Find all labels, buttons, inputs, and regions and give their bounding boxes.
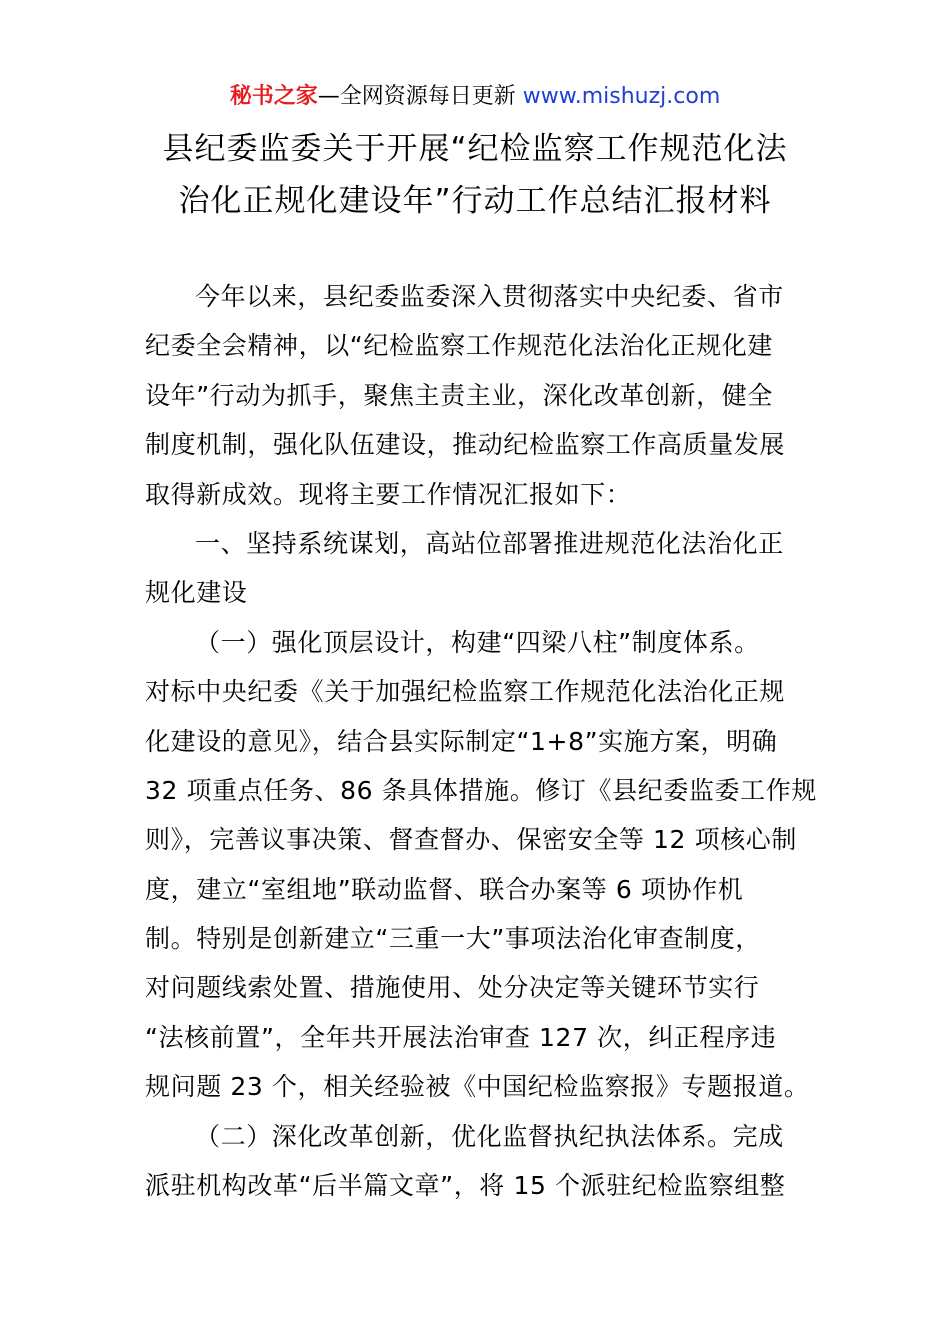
body-line: 对问题线索处置、措施使用、处分决定等关键环节实行 bbox=[145, 973, 760, 1003]
header-tagline: —全网资源每日更新 bbox=[317, 84, 523, 109]
body-line: 今年以来，县纪委监委深入贯彻落实中央纪委、省市 bbox=[195, 282, 784, 311]
body-line: 度，建立“室组地”联动监督、联合办案等 6 项协作机 bbox=[145, 874, 744, 904]
body-line: 则》，完善议事决策、督查督办、保密安全等 12 项核心制 bbox=[145, 825, 798, 855]
document-body bbox=[145, 277, 825, 1215]
body-line: 化建设的意见》，结合县实际制定“1+8”实施方案，明确 bbox=[145, 726, 778, 756]
body-line: 取得新成效。现将主要工作情况汇报如下： bbox=[145, 479, 632, 509]
document-title-line-1: 县纪委监委关于开展“纪检监察工作规范化法 bbox=[162, 131, 788, 167]
body-line: 规问题 23 个，相关经验被《中国纪检监察报》专题报道。 bbox=[145, 1072, 810, 1102]
body-line: （一）强化顶层设计，构建“四梁八柱”制度体系。 bbox=[195, 627, 760, 657]
body-line: “法核前置”，全年共开展法治审查 127 次，纠正程序违 bbox=[145, 1022, 777, 1052]
section-heading-line: 一、坚持系统谋划，高站位部署推进规范化法治化正 bbox=[195, 528, 784, 558]
body-line: 派驻机构改革“后半篇文章”，将 15 个派驻纪检监察组整 bbox=[145, 1171, 786, 1201]
body-line: 32 项重点任务、86 条具体措施。修订《县纪委监委工作规 bbox=[145, 775, 817, 805]
body-line: 制度机制，强化队伍建设，推动纪检监察工作高质量发展 bbox=[145, 430, 786, 460]
body-line: 制。特别是创新建立“三重一大”事项法治化审查制度， bbox=[145, 924, 761, 954]
body-line: 纪委全会精神，以“纪检监察工作规范化法治化正规化建 bbox=[145, 331, 773, 361]
body-line: 设年”行动为抓手，聚焦主责主业，深化改革创新，健全 bbox=[145, 380, 773, 410]
document-title-line-2: 治化正规化建设年”行动工作总结汇报材料 bbox=[178, 183, 772, 219]
brand-name: 秘书之家 bbox=[229, 84, 318, 109]
body-line: 对标中央纪委《关于加强纪检监察工作规范化法治化正规 bbox=[145, 677, 786, 707]
body-line: （二）深化改革创新，优化监督执纪执法体系。完成 bbox=[195, 1121, 784, 1151]
section-heading-line: 规化建设 bbox=[145, 578, 248, 608]
site-url-link[interactable]: www.mishuzj.com bbox=[522, 84, 721, 109]
site-header bbox=[0, 82, 950, 112]
